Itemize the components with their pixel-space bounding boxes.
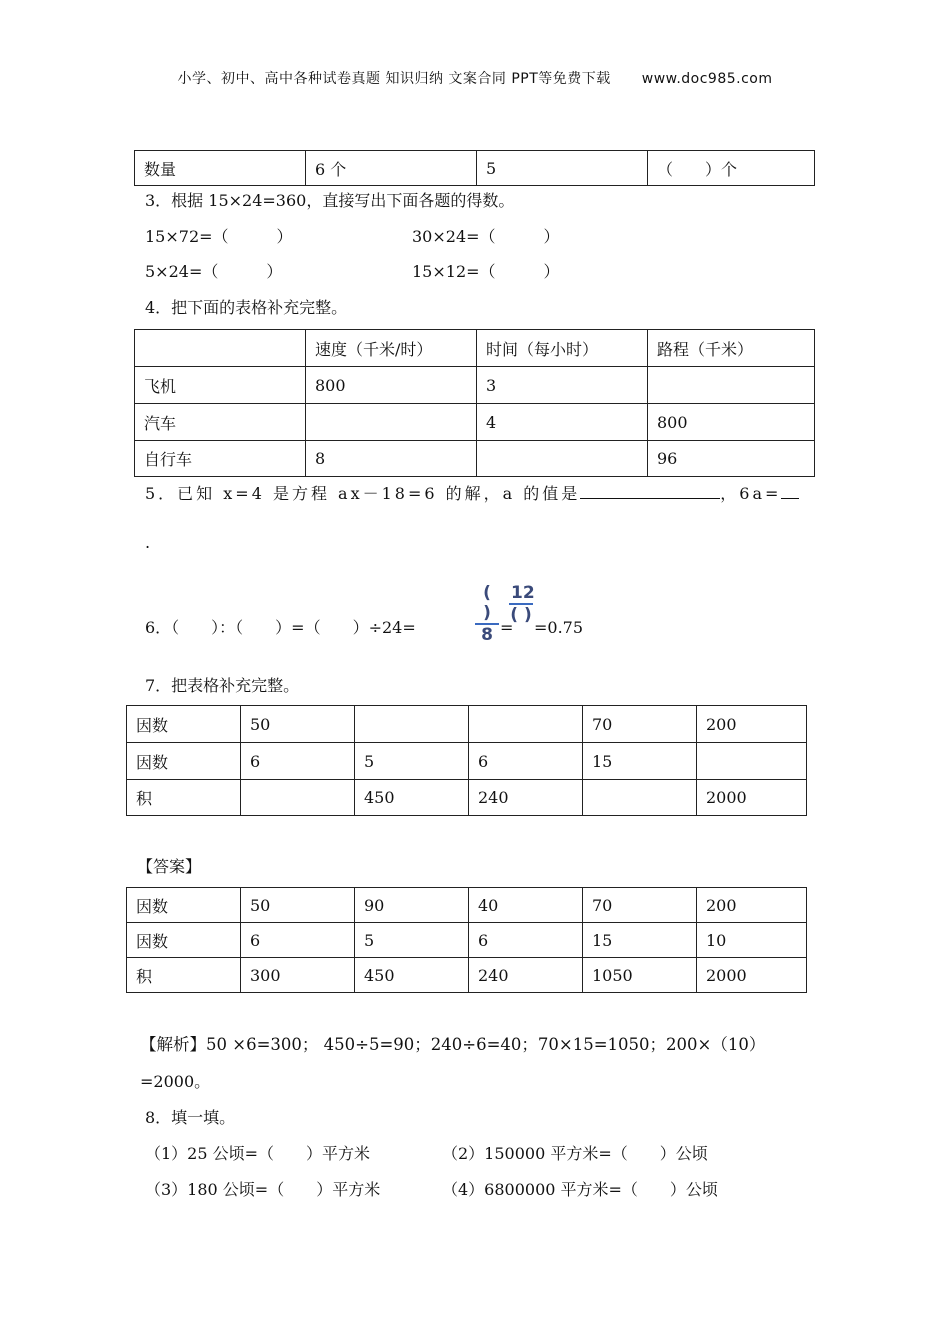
table-cell: 800 — [648, 404, 815, 441]
q3-item-b: 30×24=（ ） — [412, 227, 560, 246]
q5-line — [145, 482, 799, 504]
table-cell: 40 — [469, 888, 583, 923]
header-url[interactable]: www.doc985.com — [641, 71, 773, 87]
table-row — [135, 330, 815, 367]
analysis-line-1: 【解析】50 ×6=300； 450÷5=90；240÷6=40；70×15=1050；200×（10） — [140, 1035, 766, 1054]
table-cell — [477, 441, 648, 477]
table-row — [127, 888, 807, 923]
table-cell: 5 — [355, 923, 469, 958]
q6-frac1-denominator: 8 — [481, 625, 493, 645]
table-row — [127, 706, 807, 743]
table-cell: 2000 — [697, 958, 807, 993]
table-cell: 15 — [583, 923, 697, 958]
table-cell: 1050 — [583, 958, 697, 993]
q6-suffix: =0.75 — [534, 618, 584, 637]
table-cell: 自行车 — [135, 441, 306, 477]
header-text: 小学、初中、高中各种试卷真题 知识归纳 文案合同 PPT等免费下载 — [177, 71, 611, 87]
table-cell: 5 — [355, 743, 469, 780]
table-cell: 800 — [306, 367, 477, 404]
table-cell: 速度（千米/时） — [306, 330, 477, 367]
q6-frac1-numerator: ( ) — [475, 583, 499, 625]
table-row — [127, 958, 807, 993]
table-row — [127, 743, 807, 780]
table-cell: 10 — [697, 923, 807, 958]
table-cell: 5 — [477, 151, 648, 186]
table-cell: 450 — [355, 958, 469, 993]
analysis-line-2: =2000。 — [140, 1072, 211, 1091]
table-cell: 3 — [477, 367, 648, 404]
q6-eq: = — [500, 618, 514, 637]
table-cell — [697, 743, 807, 780]
table-cell: 6 — [241, 923, 355, 958]
q8-item-3: （3）180 公顷=（ ）平方米 — [145, 1180, 381, 1199]
table-cell: 6 — [469, 743, 583, 780]
q3-item-a: 15×72=（ ） — [145, 227, 293, 246]
table-cell: 积 — [127, 780, 241, 816]
table-row — [127, 780, 807, 816]
q5-mid: ，6a= — [720, 484, 782, 503]
q6-prefix: 6．（ ）：（ ）=（ ）÷24= — [145, 618, 416, 637]
table-cell: 8 — [306, 441, 477, 477]
table-row — [135, 367, 815, 404]
table-cell: 96 — [648, 441, 815, 477]
table-cell: 70 — [583, 706, 697, 743]
table-cell: 200 — [697, 888, 807, 923]
quantity-table — [134, 150, 815, 186]
table-cell — [469, 706, 583, 743]
q8-item-4: （4）6800000 平方米=（ ）公顷 — [442, 1180, 718, 1199]
q5-end: . — [145, 533, 151, 552]
table-cell: 因数 — [127, 923, 241, 958]
table-cell — [583, 780, 697, 816]
table-row — [135, 441, 815, 477]
table-cell: 数量 — [135, 151, 306, 186]
table-cell: 90 — [355, 888, 469, 923]
table-cell: 240 — [469, 780, 583, 816]
q8-item-2: （2）150000 平方米=（ ）公顷 — [442, 1144, 708, 1163]
q4-title: 4．把下面的表格补充完整。 — [145, 298, 348, 317]
q8-item-1: （1）25 公顷=（ ）平方米 — [145, 1144, 371, 1163]
table-cell: 50 — [241, 706, 355, 743]
table-cell — [306, 404, 477, 441]
q5-blank-b — [781, 482, 799, 499]
q5-text: 5．已知 x=4 是方程 ax－18=6 的解，a 的值是 — [145, 484, 581, 503]
q7-title: 7．把表格补充完整。 — [145, 676, 300, 695]
answer-table — [126, 887, 807, 993]
table-cell: 因数 — [127, 888, 241, 923]
table-cell: 4 — [477, 404, 648, 441]
table-cell: 因数 — [127, 706, 241, 743]
table-cell: 汽车 — [135, 404, 306, 441]
table-cell: 70 — [583, 888, 697, 923]
table-cell: 2000 — [697, 780, 807, 816]
table-row — [127, 923, 807, 958]
speed-time-distance-table — [134, 329, 815, 477]
factor-product-table — [126, 705, 807, 816]
table-cell — [355, 706, 469, 743]
answer-label: 【答案】 — [137, 857, 202, 876]
table-cell: 路程（千米） — [648, 330, 815, 367]
table-cell — [241, 780, 355, 816]
table-cell: 15 — [583, 743, 697, 780]
q5-blank-a — [580, 482, 720, 499]
q6-fraction-1 — [475, 583, 499, 645]
table-cell: 6 个 — [306, 151, 477, 186]
table-cell: 240 — [469, 958, 583, 993]
q6-frac2-numerator: 12 — [511, 583, 535, 603]
table-cell — [648, 367, 815, 404]
q8-title: 8．填一填。 — [145, 1108, 236, 1127]
table-cell: 6 — [241, 743, 355, 780]
table-cell: 200 — [697, 706, 807, 743]
q6-fraction-2 — [509, 583, 533, 625]
table-row — [135, 151, 815, 186]
q3-item-d: 15×12=（ ） — [412, 262, 560, 281]
table-cell: 积 — [127, 958, 241, 993]
page-header — [0, 68, 950, 88]
q3-title: 3．根据 15×24=360，直接写出下面各题的得数。 — [145, 191, 515, 210]
table-cell: 时间（每小时） — [477, 330, 648, 367]
table-cell: 因数 — [127, 743, 241, 780]
table-cell: 300 — [241, 958, 355, 993]
table-row — [135, 404, 815, 441]
table-cell: 6 — [469, 923, 583, 958]
table-cell: 50 — [241, 888, 355, 923]
q3-item-c: 5×24=（ ） — [145, 262, 283, 281]
table-cell: 450 — [355, 780, 469, 816]
table-cell: 飞机 — [135, 367, 306, 404]
table-cell: （ ）个 — [648, 151, 815, 186]
q6-frac2-denominator: ( ) — [510, 605, 532, 625]
table-cell — [135, 330, 306, 367]
